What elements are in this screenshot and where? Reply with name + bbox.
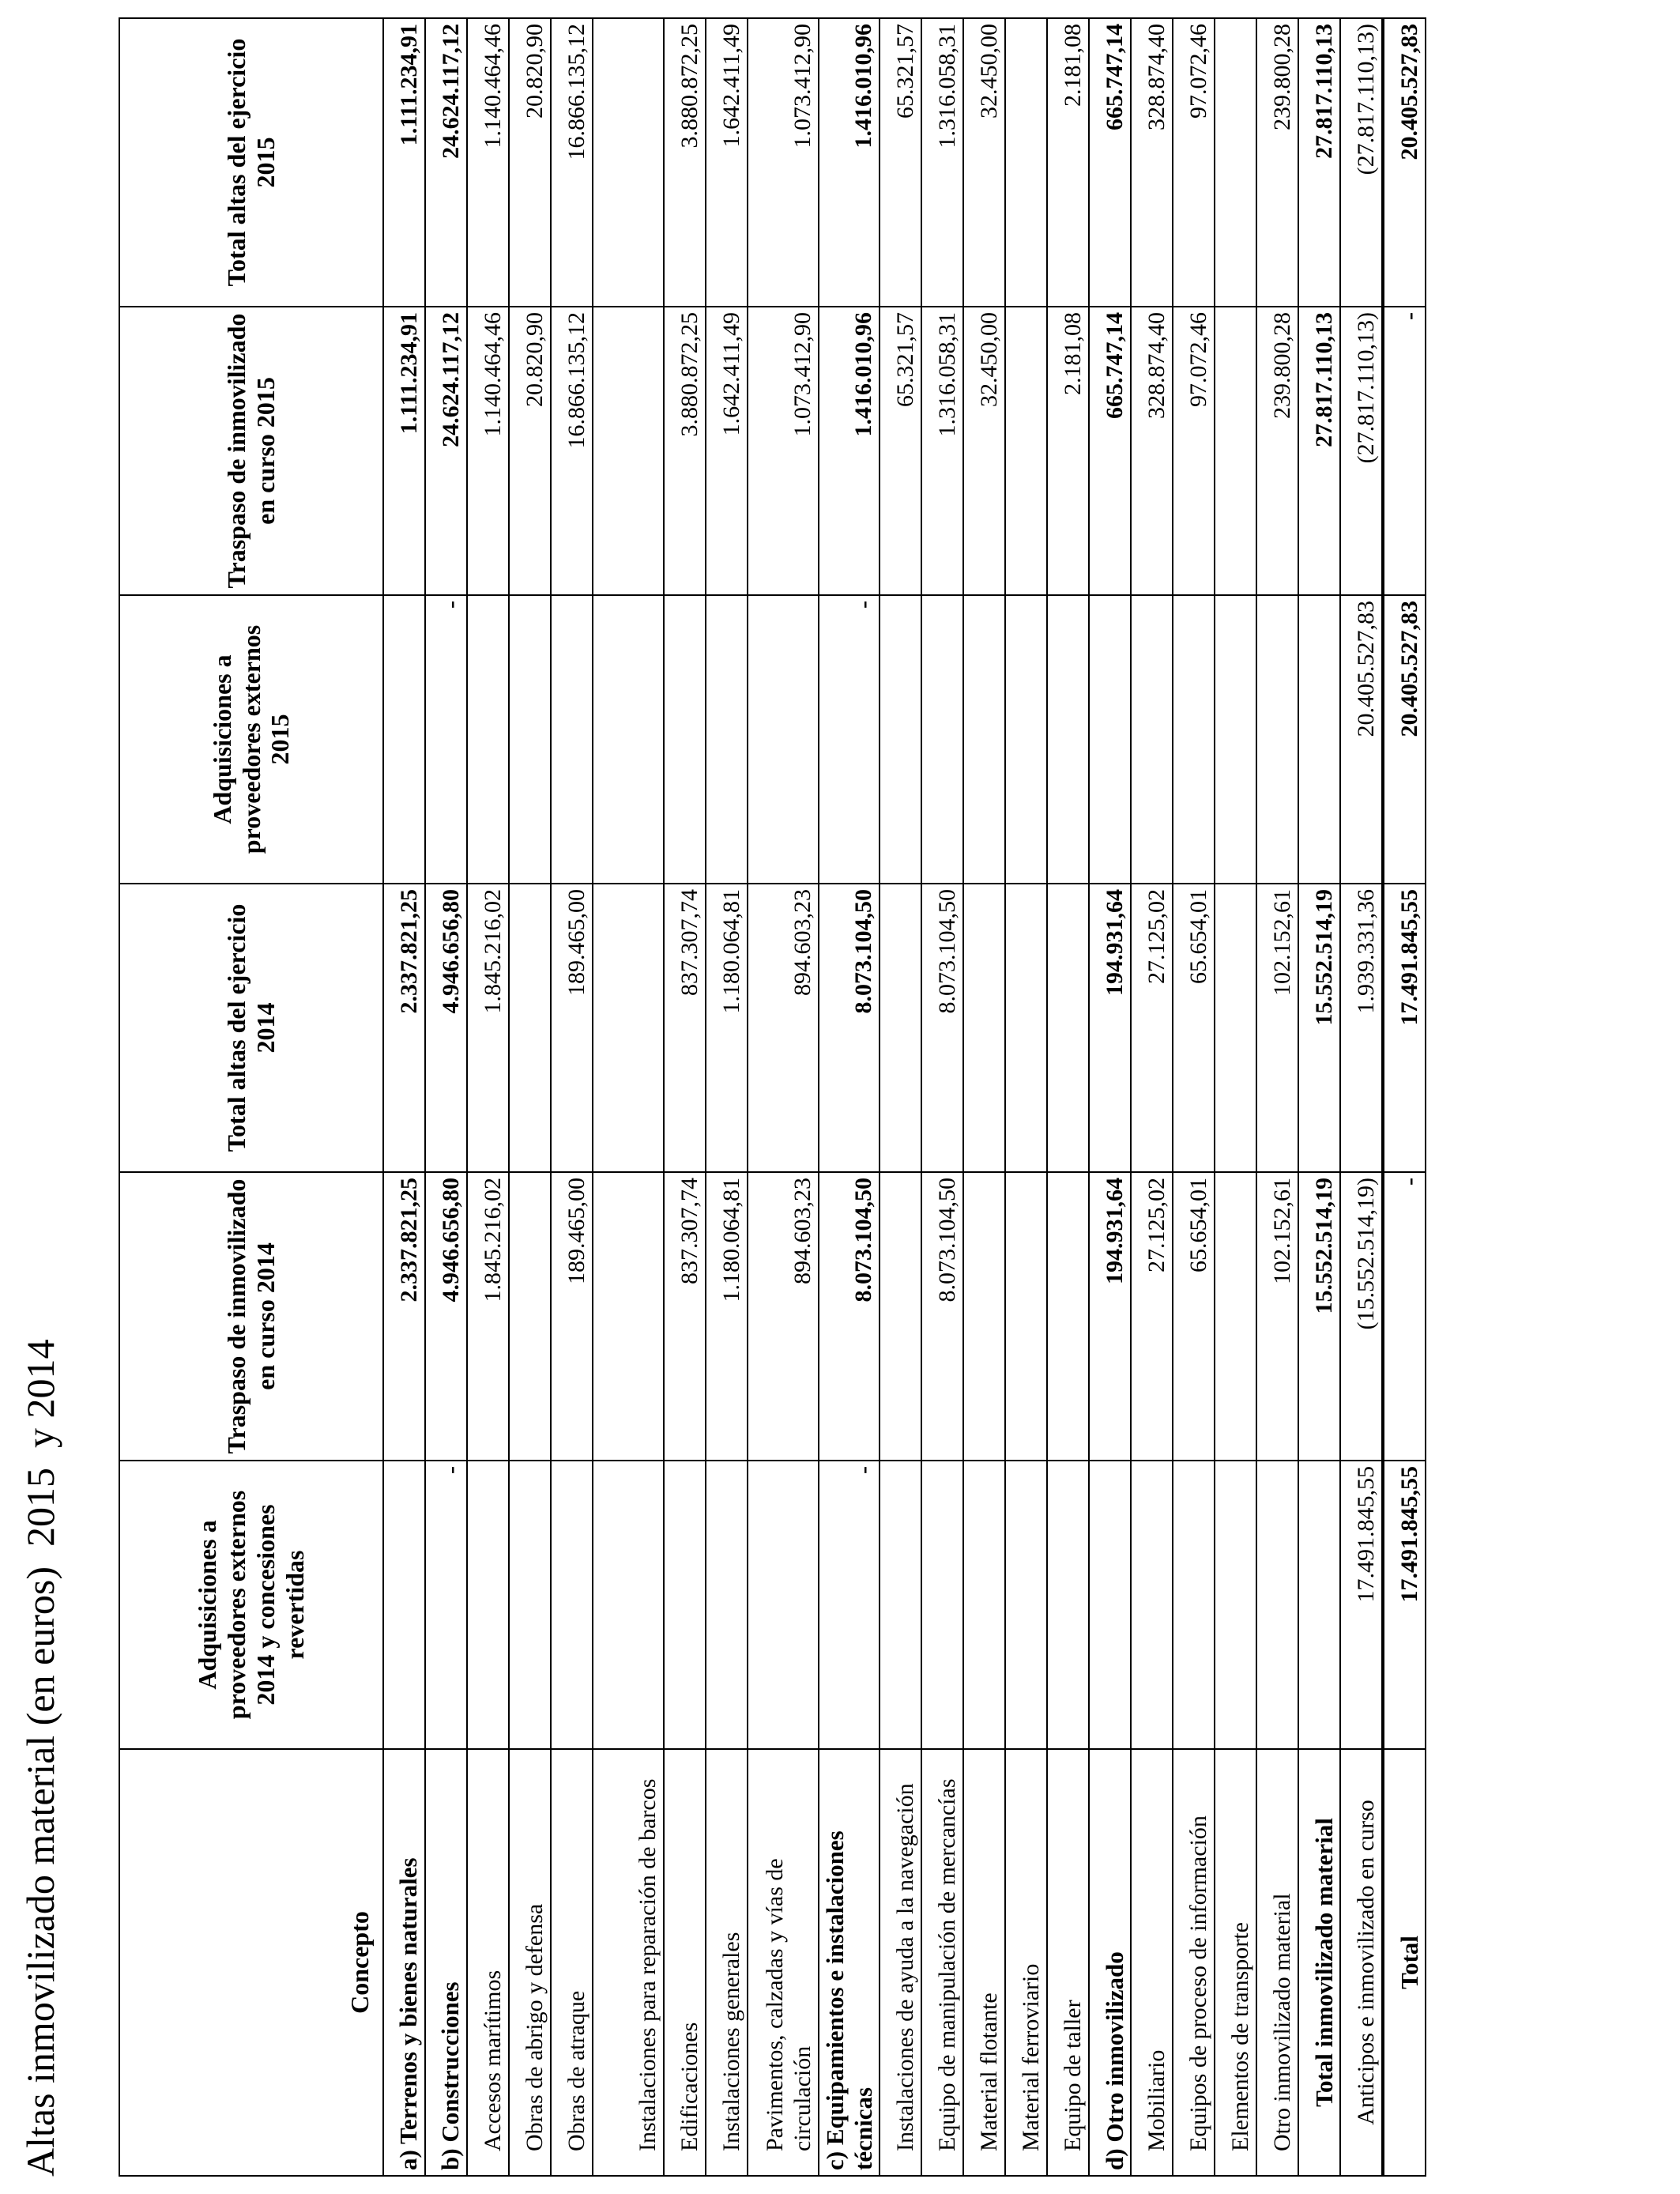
cell-trasp-2014: 27.125,02	[1131, 1172, 1173, 1461]
cell-total-2014: 1.180.064,81	[706, 884, 748, 1172]
cell-total-2015: 20.820,90	[509, 18, 551, 307]
table-row	[880, 18, 921, 2176]
cell-adq-2014	[1256, 1461, 1298, 1749]
cell-total-2014: 27.125,02	[1131, 884, 1173, 1172]
cell-concepto: Accesos marítimos	[467, 1749, 509, 2176]
cell-total-2014: 65.654,01	[1173, 884, 1215, 1172]
cell-total-2014: 15.552.514,19	[1298, 884, 1340, 1172]
cell-trasp-2014: 2.337.821,25	[383, 1172, 425, 1461]
cell-trasp-2014	[1005, 1172, 1047, 1461]
cell-total-2015: 16.866.135,12	[551, 18, 593, 307]
cell-total-2014: 102.152,61	[1256, 884, 1298, 1172]
cell-total-2015: 1.073.412,90	[748, 18, 819, 307]
cell-trasp-2015: 16.866.135,12	[551, 307, 593, 595]
cell-total-2015: 20.405.527,83	[1383, 18, 1426, 307]
cell-total-2015: (27.817.110,13)	[1340, 18, 1383, 307]
cell-concepto: Obras de abrigo y defensa	[509, 1749, 551, 2176]
cell-trasp-2014: -	[1383, 1172, 1426, 1461]
cell-concepto: Otro inmovilizado material	[1256, 1749, 1298, 2176]
cell-adq-2014: 17.491.845,55	[1383, 1461, 1426, 1749]
cell-trasp-2015: 1.316.058,31	[921, 307, 963, 595]
cell-trasp-2014: 4.946.656,80	[425, 1172, 467, 1461]
cell-adq-2015	[921, 595, 963, 884]
header-concepto: Concepto	[119, 1749, 383, 2176]
table-row	[664, 18, 706, 2176]
cell-trasp-2015: 1.073.412,90	[748, 307, 819, 595]
cell-total-2015: 2.181,08	[1047, 18, 1089, 307]
cell-adq-2015	[1089, 595, 1131, 884]
cell-total-2015	[1005, 18, 1047, 307]
cell-trasp-2015: 27.817.110,13	[1298, 307, 1340, 595]
cell-trasp-2014: 8.073.104,50	[921, 1172, 963, 1461]
table-row	[963, 18, 1005, 2176]
cell-concepto: Instalaciones generales	[706, 1749, 748, 2176]
cell-trasp-2015: 32.450,00	[963, 307, 1005, 595]
cell-trasp-2015: 1.416.010,96	[819, 307, 880, 595]
cell-trasp-2015: 1.642.411,49	[706, 307, 748, 595]
cell-total-2015: 665.747,14	[1089, 18, 1131, 307]
cell-adq-2015: 20.405.527,83	[1383, 595, 1426, 884]
cell-concepto: Anticipos e inmovilizado en curso	[1340, 1749, 1383, 2176]
cell-total-2015: 1.416.010,96	[819, 18, 880, 307]
cell-trasp-2014: 189.465,00	[551, 1172, 593, 1461]
cell-adq-2015	[664, 595, 706, 884]
header-trasp-2014: Traspaso de inmovilizado en curso 2014	[119, 1172, 383, 1461]
cell-trasp-2014	[509, 1172, 551, 1461]
cell-trasp-2014	[880, 1172, 921, 1461]
table-row	[425, 18, 467, 2176]
table-row	[1256, 18, 1298, 2176]
table-row	[1383, 18, 1426, 2176]
cell-concepto: Elementos de transporte	[1215, 1749, 1256, 2176]
cell-adq-2014	[1131, 1461, 1173, 1749]
cell-concepto: Edificaciones	[664, 1749, 706, 2176]
cell-total-2015: 97.072,46	[1173, 18, 1215, 307]
cell-total-2015: 24.624.117,12	[425, 18, 467, 307]
cell-trasp-2014: 65.654,01	[1173, 1172, 1215, 1461]
cell-adq-2015	[1131, 595, 1173, 884]
table-row	[1047, 18, 1089, 2176]
cell-adq-2015	[748, 595, 819, 884]
cell-adq-2014	[383, 1461, 425, 1749]
cell-concepto: c) Equipamientos e instalaciones técnicas	[819, 1749, 880, 2176]
cell-trasp-2015: 24.624.117,12	[425, 307, 467, 595]
cell-total-2014: 4.946.656,80	[425, 884, 467, 1172]
cell-concepto: a) Terrenos y bienes naturales	[383, 1749, 425, 2176]
cell-total-2014: 194.931,64	[1089, 884, 1131, 1172]
cell-adq-2015	[706, 595, 748, 884]
cell-adq-2015	[1173, 595, 1215, 884]
cell-trasp-2014	[593, 1172, 664, 1461]
cell-trasp-2015: 665.747,14	[1089, 307, 1131, 595]
cell-adq-2014	[551, 1461, 593, 1749]
cell-adq-2015	[509, 595, 551, 884]
table-row	[1298, 18, 1340, 2176]
cell-adq-2015	[551, 595, 593, 884]
cell-adq-2015: -	[819, 595, 880, 884]
cell-adq-2015	[1047, 595, 1089, 884]
cell-adq-2014	[880, 1461, 921, 1749]
cell-total-2014: 1.845.216,02	[467, 884, 509, 1172]
cell-adq-2015	[593, 595, 664, 884]
header-trasp-2015: Traspaso de inmovilizado en curso 2015	[119, 307, 383, 595]
cell-trasp-2015	[1005, 307, 1047, 595]
cell-concepto: d) Otro inmovilizado	[1089, 1749, 1131, 2176]
cell-trasp-2015: 97.072,46	[1173, 307, 1215, 595]
cell-trasp-2015: 2.181,08	[1047, 307, 1089, 595]
table-header-row	[119, 18, 383, 2176]
cell-concepto: Obras de atraque	[551, 1749, 593, 2176]
cell-total-2015: 1.111.234,91	[383, 18, 425, 307]
header-total-2015: Total altas del ejercicio 2015	[119, 18, 383, 307]
cell-adq-2014	[1215, 1461, 1256, 1749]
cell-adq-2014	[1005, 1461, 1047, 1749]
cell-total-2014: 8.073.104,50	[819, 884, 880, 1172]
cell-total-2014	[1047, 884, 1089, 1172]
cell-adq-2014	[963, 1461, 1005, 1749]
cell-total-2015: 65.321,57	[880, 18, 921, 307]
cell-adq-2015	[467, 595, 509, 884]
cell-concepto: Instalaciones de ayuda a la navegación	[880, 1749, 921, 2176]
table-row	[383, 18, 425, 2176]
cell-adq-2015	[1256, 595, 1298, 884]
cell-total-2015	[593, 18, 664, 307]
cell-trasp-2015: -	[1383, 307, 1426, 595]
cell-total-2014: 2.337.821,25	[383, 884, 425, 1172]
cell-total-2014: 8.073.104,50	[921, 884, 963, 1172]
cell-concepto: Total inmovilizado material	[1298, 1749, 1340, 2176]
table-row	[706, 18, 748, 2176]
cell-total-2015: 27.817.110,13	[1298, 18, 1340, 307]
cell-trasp-2014: 1.845.216,02	[467, 1172, 509, 1461]
cell-adq-2014: -	[425, 1461, 467, 1749]
cell-total-2014	[963, 884, 1005, 1172]
cell-trasp-2014: 894.603,23	[748, 1172, 819, 1461]
cell-trasp-2015: 20.820,90	[509, 307, 551, 595]
cell-trasp-2014: 1.180.064,81	[706, 1172, 748, 1461]
cell-adq-2014: 17.491.845,55	[1340, 1461, 1383, 1749]
cell-total-2014: 894.603,23	[748, 884, 819, 1172]
cell-total-2014: 837.307,74	[664, 884, 706, 1172]
cell-concepto: Equipos de proceso de información	[1173, 1749, 1215, 2176]
cell-adq-2014	[1173, 1461, 1215, 1749]
cell-trasp-2014	[963, 1172, 1005, 1461]
cell-concepto: Instalaciones para reparación de barcos	[593, 1749, 664, 2176]
header-total-2014: Total altas del ejercicio 2014	[119, 884, 383, 1172]
cell-adq-2015	[880, 595, 921, 884]
cell-trasp-2014: (15.552.514,19)	[1340, 1172, 1383, 1461]
cell-total-2015: 1.140.464,46	[467, 18, 509, 307]
table-row	[819, 18, 880, 2176]
cell-concepto: Equipo de manipulación de mercancías	[921, 1749, 963, 2176]
table-row	[1173, 18, 1215, 2176]
cell-total-2015: 1.316.058,31	[921, 18, 963, 307]
cell-total-2015: 239.800,28	[1256, 18, 1298, 307]
cell-trasp-2014	[1047, 1172, 1089, 1461]
cell-adq-2014	[706, 1461, 748, 1749]
cell-trasp-2014: 8.073.104,50	[819, 1172, 880, 1461]
cell-trasp-2015: 1.111.234,91	[383, 307, 425, 595]
cell-trasp-2014: 837.307,74	[664, 1172, 706, 1461]
table-row	[551, 18, 593, 2176]
cell-adq-2015	[1215, 595, 1256, 884]
cell-concepto: Material ferroviario	[1005, 1749, 1047, 2176]
cell-trasp-2014: 15.552.514,19	[1298, 1172, 1340, 1461]
cell-trasp-2015: 328.874,40	[1131, 307, 1173, 595]
cell-total-2015: 3.880.872,25	[664, 18, 706, 307]
cell-adq-2015: -	[425, 595, 467, 884]
cell-total-2014	[1215, 884, 1256, 1172]
cell-concepto: b) Construcciones	[425, 1749, 467, 2176]
cell-trasp-2015	[1215, 307, 1256, 595]
table-row	[1340, 18, 1383, 2176]
cell-adq-2014	[1047, 1461, 1089, 1749]
document-title: Altas inmovilizado material (en euros) 2015 y 2014	[18, 1339, 62, 2177]
cell-total-2014	[880, 884, 921, 1172]
cell-concepto: Material flotante	[963, 1749, 1005, 2176]
cell-total-2014	[1005, 884, 1047, 1172]
cell-adq-2014	[1089, 1461, 1131, 1749]
cell-adq-2014	[748, 1461, 819, 1749]
table-row	[1131, 18, 1173, 2176]
header-adq-2015: Adquisiciones a proveedores externos 2015	[119, 595, 383, 884]
cell-adq-2015	[383, 595, 425, 884]
cell-trasp-2014: 102.152,61	[1256, 1172, 1298, 1461]
cell-concepto: Pavimentos, calzadas y vías de circulación	[748, 1749, 819, 2176]
cell-trasp-2015	[593, 307, 664, 595]
cell-trasp-2015: 65.321,57	[880, 307, 921, 595]
altas-table	[119, 17, 1426, 2177]
cell-adq-2014	[593, 1461, 664, 1749]
cell-total-2014: 189.465,00	[551, 884, 593, 1172]
table-row	[509, 18, 551, 2176]
cell-trasp-2015: 239.800,28	[1256, 307, 1298, 595]
cell-total-2015: 32.450,00	[963, 18, 1005, 307]
cell-adq-2014	[921, 1461, 963, 1749]
cell-total-2014	[509, 884, 551, 1172]
cell-concepto: Total	[1383, 1749, 1426, 2176]
cell-adq-2015	[1005, 595, 1047, 884]
header-adq-2014: Adquisiciones a proveedores externos 2014 y concesiones revertidas	[119, 1461, 383, 1749]
cell-total-2015: 328.874,40	[1131, 18, 1173, 307]
cell-adq-2014	[1298, 1461, 1340, 1749]
cell-adq-2015: 20.405.527,83	[1340, 595, 1383, 884]
cell-trasp-2015: 3.880.872,25	[664, 307, 706, 595]
cell-trasp-2015: 1.140.464,46	[467, 307, 509, 595]
cell-adq-2014	[664, 1461, 706, 1749]
cell-adq-2014: -	[819, 1461, 880, 1749]
cell-adq-2015	[1298, 595, 1340, 884]
table-row	[1005, 18, 1047, 2176]
table-row	[748, 18, 819, 2176]
table-row	[467, 18, 509, 2176]
cell-adq-2014	[509, 1461, 551, 1749]
cell-total-2015	[1215, 18, 1256, 307]
table-row	[921, 18, 963, 2176]
table-row	[593, 18, 664, 2176]
cell-total-2014: 17.491.845,55	[1383, 884, 1426, 1172]
cell-concepto: Equipo de taller	[1047, 1749, 1089, 2176]
cell-adq-2014	[467, 1461, 509, 1749]
table-row	[1089, 18, 1131, 2176]
cell-concepto: Mobiliario	[1131, 1749, 1173, 2176]
cell-total-2014	[593, 884, 664, 1172]
cell-trasp-2015: (27.817.110,13)	[1340, 307, 1383, 595]
cell-trasp-2014: 194.931,64	[1089, 1172, 1131, 1461]
table-row	[1215, 18, 1256, 2176]
cell-total-2014: 1.939.331,36	[1340, 884, 1383, 1172]
cell-adq-2015	[963, 595, 1005, 884]
cell-trasp-2014	[1215, 1172, 1256, 1461]
cell-total-2015: 1.642.411,49	[706, 18, 748, 307]
